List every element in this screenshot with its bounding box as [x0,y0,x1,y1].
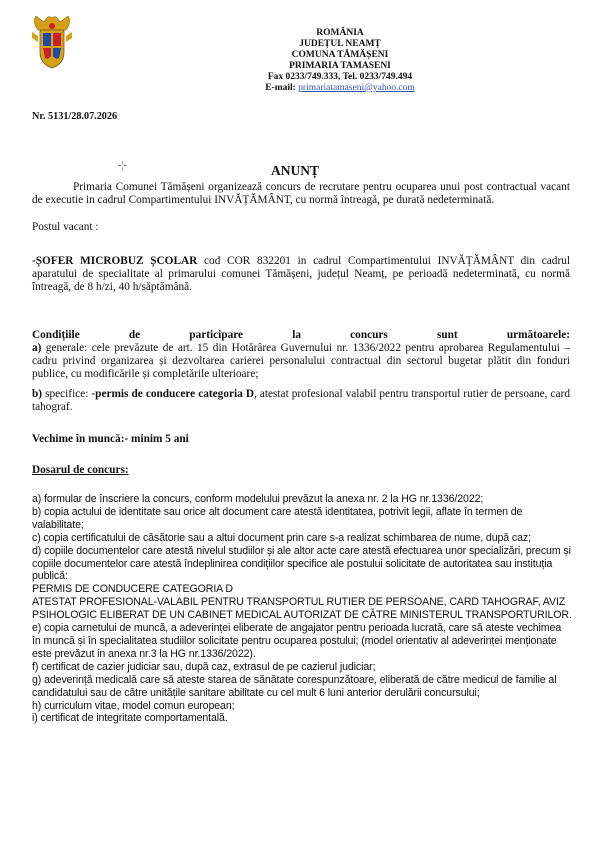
dossier-heading: Dosarul de concurs: [32,464,129,476]
header-town-hall: PRIMARIA TAMASENI [289,61,391,71]
condition-b-license: -permis de conducere categoria D [91,388,254,400]
conditions-heading: Condițiile de participare la concurs sunt următoarele: [32,329,570,341]
dossier-item: ATESTAT PROFESIONAL-VALABIL PENTRU TRANSPORTUL RUTIER DE PERSOANE, CARD TAHOGRAF, AVIZ PSIHOLOGIC ELIBERAT DE UN CABINET MEDICAL AUTORIZAT DE CĂTRE MINISTERUL TRANSPORTURILOR. [32,596,572,622]
email-label: E-mail: [265,83,296,93]
registration-number: Nr. 5131/28.07.2026 [32,111,118,122]
dossier-item: f) certificat de cazier judiciar sau, după caz, extrasul de pe cazierul judiciar; [32,660,376,673]
dossier-list [32,493,572,725]
dossier-item: i) certificat de integritate comportamentală. [32,712,228,725]
dossier-item: PERMIS DE CONDUCERE CATEGORIA D [32,583,233,596]
position-description [32,255,570,295]
condition-b-label: b) [32,388,43,400]
vacant-label: Postul vacant : [32,221,99,233]
condition-a-label: a) [32,342,42,354]
conditions-specific [32,388,570,414]
header-county: JUDEȚUL NEAMȚ [299,39,381,49]
dossier-item: h) curriculum vitae, model comun european; [32,699,235,712]
intro-paragraph: Primaria Comunei Tămășeni organizează concurs de recrutare pentru ocuparea unui post contractual vacant de executie in cadrul Compartimentului INVĂȚĂMÂNT, cu normă întreagă, pe durată nedeterminată. [32,181,570,207]
position-title: -ȘOFER MICROBUZ ȘCOLAR [32,255,198,267]
header-country: ROMÂNIA [316,28,364,38]
dossier-item: c) copia certificatului de căsătorie sau a altui document prin care s-a realizat schimbarea de nume, după caz; [32,531,531,544]
condition-a-text: generale: cele prevăzute de art. 15 din Hotărârea Guvernului nr. 1336/2022 pentru aprobarea Regulamentului – cadru privind organizarea și dezvoltarea carierei personalului contractual din sectorul bugetar plătit din fonduri publice, cu modificările și completările ulterioare; [32,342,570,381]
header-phones: Fax 0233/749.333, Tel. 0233/749.494 [267,72,413,82]
email-link[interactable]: primariatamaseni@yahoo.com [298,83,415,93]
dossier-item: a) formular de înscriere la concurs, conform modelului prevăzut la anexa nr. 2 la HG nr.1336/2022; [32,493,484,505]
coat-of-arms [28,12,76,72]
dossier-item: g) adeverință medicală care să ateste starea de sănătate corespunzătoare, eliberată de către medicul de familie al candidatului sau de către unitățile sanitare abilitate cu cel mult 6 luni anterior derulării concursului; [32,673,557,699]
dossier-item: b) copia actului de identitate sau orice alt document care atestă identitatea, potrivit legii, aflate în termen de valabilitate; [32,505,523,531]
conditions-general [32,342,570,382]
header-commune: COMUNA TĂMĂȘENI [291,50,389,60]
position-details: cod COR 832201 in cadrul Compartimentului INVĂȚĂMÂNT din cadrul aparatului de specialitate al primarului comunei Tămășeni, județul Neamț, pe perioadă nedeterminată, cu normă întreagă, de 8 h/zi, 40 h/săptămână. [32,255,571,294]
condition-b-rest: , atestat profesional valabil pentru transportul rutier de persoane, card tahograf. [32,388,570,414]
dossier-item: d) copiile documentelor care atestă nivelul studiilor și ale altor acte care atestă efectuarea unor specializări, precum și copiile documentelor care atestă îndeplinirea condițiilor specifice ale postului solicitate de autoritatea sau instituția publică: [32,544,571,583]
seniority-requirement: Vechime în muncă:- minim 5 ani [32,433,189,445]
condition-b-text: specifice: [42,388,92,400]
dossier-item: e) copia carnetului de muncă, a adeverinței eliberate de angajator pentru perioada lucrată, care să ateste vechimea în muncă și în specialitatea studiilor solicitate pentru ocuparea postului; (model orientativ al adeverinței menționate este prevăzut in anexa nr.3 la HG nr.1336/2022). [32,622,562,660]
page-title: ANUNȚ [270,163,319,178]
header-email-line [200,83,480,94]
scan-mark: -¦- [118,160,127,171]
